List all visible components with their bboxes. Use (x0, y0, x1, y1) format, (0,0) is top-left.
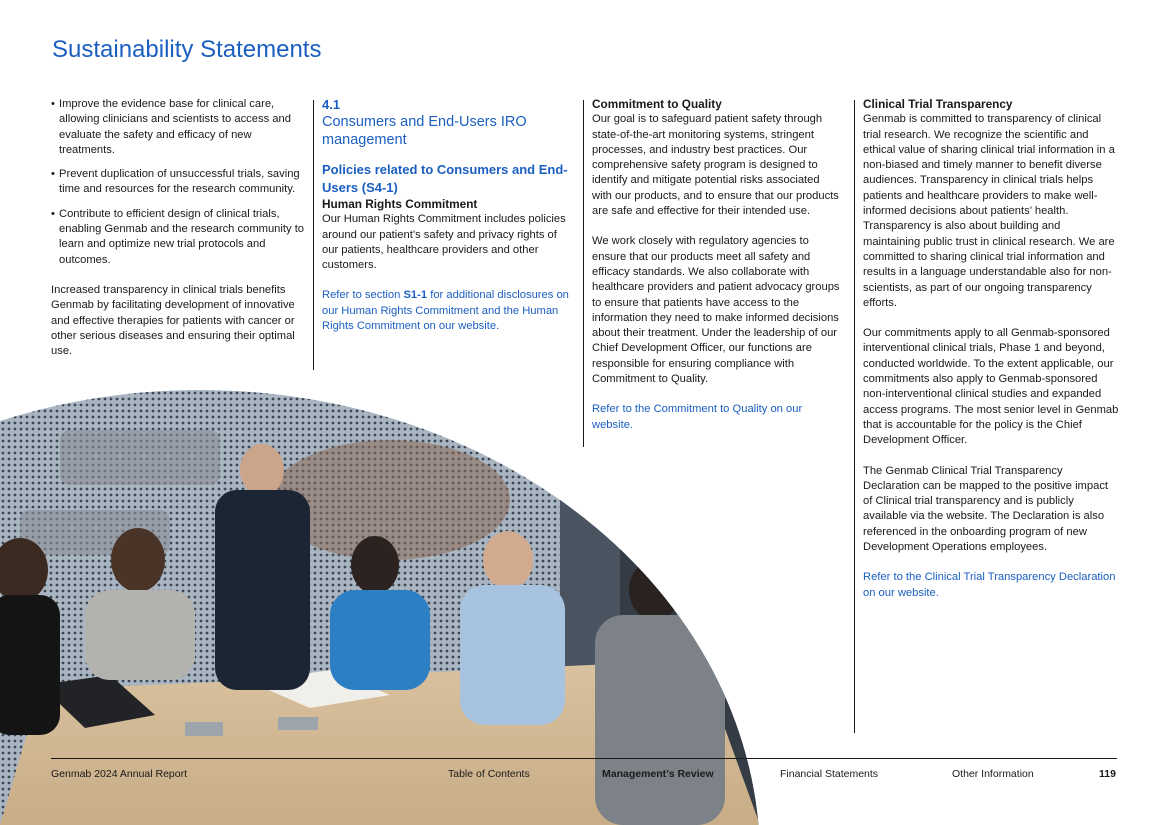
nav-managements-review[interactable]: Management’s Review (602, 768, 714, 780)
list-item: • Prevent duplication of unsuccessful trials, saving time and resources for the research community. (51, 167, 309, 198)
list-item: • Improve the evidence base for clinical care, allowing clinicians and scientists to access and evaluate the safety and efficacy of new treatments. (51, 97, 309, 158)
quality-heading: Commitment to Quality (592, 97, 722, 111)
nav-financial-statements[interactable]: Financial Statements (780, 768, 879, 780)
intro-column (51, 97, 309, 374)
human-rights-body: Our Human Rights Commitment includes policies around our patient’s safety and privacy rights of our patients, healthcare providers and other customers. (322, 213, 566, 272)
nav-table-of-contents[interactable]: Table of Contents (448, 768, 530, 780)
transparency-paragraph-3: The Genmab Clinical Trial Transparency Declaration can be mapped to the positive impact of Clinical trial transparency and is publicly available via the website. The Declaration is also referenced in the onboarding program of new Development Operations employees. (863, 464, 1109, 554)
transparency-paragraph-2: Our commitments apply to all Genmab-sponsored interventional clinical trials, Phase 1 and beyond, conducted worldwide. To the extent applicable, our commitments also apply to Genmab-sponsored non-interventional clinical studies and expanded access programs. The most senior level in Genmab that is accountable for the policy is the Chief Development Officer. (863, 327, 1119, 447)
transparency-declaration-link[interactable]: Refer to the Clinical Trial Transparency Declaration on our website. (863, 571, 1116, 599)
team-meeting-photo (0, 390, 760, 825)
reference-code: S1-1 (403, 289, 428, 302)
section-title: Consumers and End-Users IRO management (322, 114, 527, 148)
page-number: 119 (1099, 768, 1116, 780)
report-name: Genmab 2024 Annual Report (51, 768, 188, 780)
footer-divider (51, 758, 1117, 759)
benefit-list (51, 97, 309, 268)
section-reference-link[interactable] (322, 288, 572, 334)
policy-title: Policies related to Consumers and End-Users (S4-1) (322, 162, 568, 195)
policies-column (322, 97, 572, 349)
page-title: Sustainability Statements (52, 36, 322, 63)
reference-suffix: for additional disclosures on our Human Rights Commitment and the Human Rights Commitment on our website. (322, 289, 569, 333)
column-divider (854, 100, 855, 733)
quality-link[interactable]: Refer to the Commitment to Quality on our website. (592, 403, 803, 431)
transparency-paragraph-1: Genmab is committed to transparency of clinical trial research. We recognize the scientific and ethical value of sharing clinical trial information in a non-biased and timely manner to benefit diverse audiences. Transparency in clinical trials helps patients and healthcare providers to make well-informed decisions about patients’ health. Transparency is also about building and maintaining public trust in clinical research. We are committed to sharing clinical trial information and results in a language understandable also for non-scientists, as part of our ongoing transparency efforts. (863, 113, 1115, 309)
column-divider (313, 100, 314, 370)
section-number: 4.1 (322, 97, 341, 112)
human-rights-heading: Human Rights Commitment (322, 197, 478, 211)
transparency-column (863, 97, 1119, 616)
column-divider (583, 100, 584, 447)
transparency-heading: Clinical Trial Transparency (863, 97, 1013, 111)
quality-column (592, 97, 840, 448)
quality-paragraph-2: We work closely with regulatory agencies to ensure that our products meet all safety and efficacy standards. We also collaborate with healthcare providers and patient advocacy groups to ensure that patients have access to the information they need to make informed decisions about their treatment. Under the leadership of our Chief Development Officer, our functions are responsible for ensuring compliance with Commitment to Quality. (592, 235, 840, 386)
nav-other-information[interactable]: Other Information (952, 768, 1034, 780)
list-item: • Contribute to efficient design of clinical trials, enabling Genmab and the research community to learn and optimize new trial protocols and outcomes. (51, 207, 309, 268)
reference-prefix: Refer to section (322, 289, 404, 302)
transparency-benefit-paragraph: Increased transparency in clinical trials benefits Genmab by facilitating development of innovative and effective therapies for patients with cancer or other serious diseases and ensuring their optimal use. (51, 283, 295, 358)
quality-paragraph-1: Our goal is to safeguard patient safety through state-of-the-art monitoring systems, stringent processes, and industry best practices. Our comprehensive safety program is designed to identify and mitigate potential risks associated with our products, and to ensure that our products are safe and effective for their intended use. (592, 113, 839, 218)
photo-illustration (0, 390, 760, 825)
